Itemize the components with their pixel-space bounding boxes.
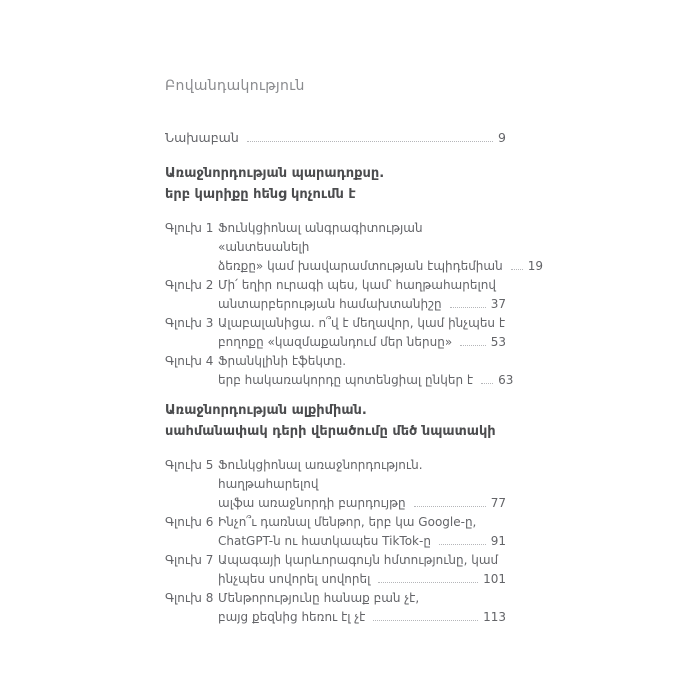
chapter-title-line1: Ինչո՞ւ դառնալ մենթոր, երբ կա Google-ը, [218,515,477,529]
page-title: Բովանդակություն [165,78,305,94]
toc-entry-chapter-2 [165,276,506,314]
chapter-title-row [218,295,506,314]
page-number: 113 [483,610,506,624]
chapter-title-row [218,333,506,352]
section-heading [165,163,506,205]
toc-entry-chapter-3 [165,314,506,352]
chapter-title-line1: Մենթորությունը հանաք բան չէ, [218,591,420,605]
dotted-leader [414,506,486,507]
chapter-label: Գլուխ 5 [165,458,214,472]
chapter-label: Գլուխ 4 [165,354,214,368]
chapter-title-row [218,570,506,589]
chapter-title-line2: ալֆա առաջնորդի բարդույթը [218,496,406,510]
toc-entry-preface [165,128,506,147]
chapter-title-line2: բայց քեզնից հեռու էլ չէ [218,610,366,624]
page-number: 19 [527,259,543,273]
chapter-label: Գլուխ 6 [165,515,214,529]
toc-entry-chapter-8 [165,589,506,627]
page-number: 53 [490,335,506,349]
chapter-title-line2: ինչպես սովորել սովորել [218,572,371,586]
section-heading-line: երբ կարիքը հենց կոչումն է [165,187,356,202]
chapter-body [218,314,506,352]
toc-entry-chapter-1 [165,219,543,276]
page-number: 77 [490,496,506,510]
dotted-leader [460,345,486,346]
chapter-title-row [218,532,506,551]
dotted-leader [450,307,486,308]
section-heading-line: Առաջնորդության պարադոքսը. [165,166,385,181]
chapter-title-row [218,608,506,627]
page-number: 37 [490,297,506,311]
page-number: 63 [498,373,514,387]
chapter-title-row [218,257,543,276]
chapter-body [218,219,543,276]
chapter-title-line1: Մի՛ եղիր ուրագի պես, կամ՝ հաղթահարելով [218,278,496,292]
chapter-title-line2: ChatGPT-ն ու հատկապես TikTok-ը [218,534,431,548]
page-number: 91 [490,534,506,548]
dotted-leader [439,544,486,545]
chapter-title-line2: ձեռքը» կամ խավարամտության էպիդեմիան [218,259,503,273]
chapter-body [218,513,506,551]
chapter-title-line1: Ֆունկցիոնալ առաջնորդություն. հաղթահարելով [218,458,423,491]
chapter-title-line1: Ֆունկցիոնալ անգրագիտության «անտեսանելի [218,221,423,254]
chapter-body [218,589,506,627]
chapter-body [218,276,506,314]
toc-content [165,78,543,627]
dotted-leader [481,383,493,384]
chapter-label: Գլուխ 2 [165,278,214,292]
chapter-title-line1: Ալաբալանիցա. ո՞վ է մեղավոր, կամ ինչպես է [218,316,506,330]
chapter-label: Գլուխ 1 [165,221,214,235]
preface-label: Նախաբան [165,130,239,145]
toc-entry-chapter-7 [165,551,506,589]
chapter-label: Գլուխ 8 [165,591,214,605]
chapter-title-row [218,371,514,390]
section-heading-line: Առաջնորդության ալքիմիան. [165,403,367,418]
toc-section-1 [165,163,543,390]
page-number: 9 [498,130,506,145]
chapter-label: Գլուխ 7 [165,553,214,567]
dotted-leader [378,582,478,583]
toc-entry-chapter-4 [165,352,514,390]
chapter-body [218,551,506,589]
dotted-leader [511,269,523,270]
page-number: 101 [483,572,506,586]
chapter-label: Գլուխ 3 [165,316,214,330]
chapter-title-line2: երբ հակառակորդը պոտենցիալ ընկեր է [218,373,474,387]
chapter-title-line2: անտարբերության համախտանիշը [218,297,442,311]
toc-entry-chapter-5 [165,456,506,513]
section-heading [165,400,506,442]
chapter-title-line1: Ապագայի կարևորագույն հմտությունը, կամ [218,553,499,567]
chapter-body [218,352,514,390]
toc-entry-chapter-6 [165,513,506,551]
dotted-leader [247,141,493,142]
chapter-title-row [218,494,506,513]
chapter-title-line2: բողոքը «կազմաքանդում մեր ներսը» [218,335,453,349]
toc-section-2 [165,400,506,627]
chapter-title-line1: Ֆրանկլինի էֆեկտը. [218,354,347,368]
chapter-body [218,456,506,513]
section-heading-line: սահմանափակ դերի վերածումը մեծ նպատակի [165,424,496,439]
dotted-leader [373,620,478,621]
